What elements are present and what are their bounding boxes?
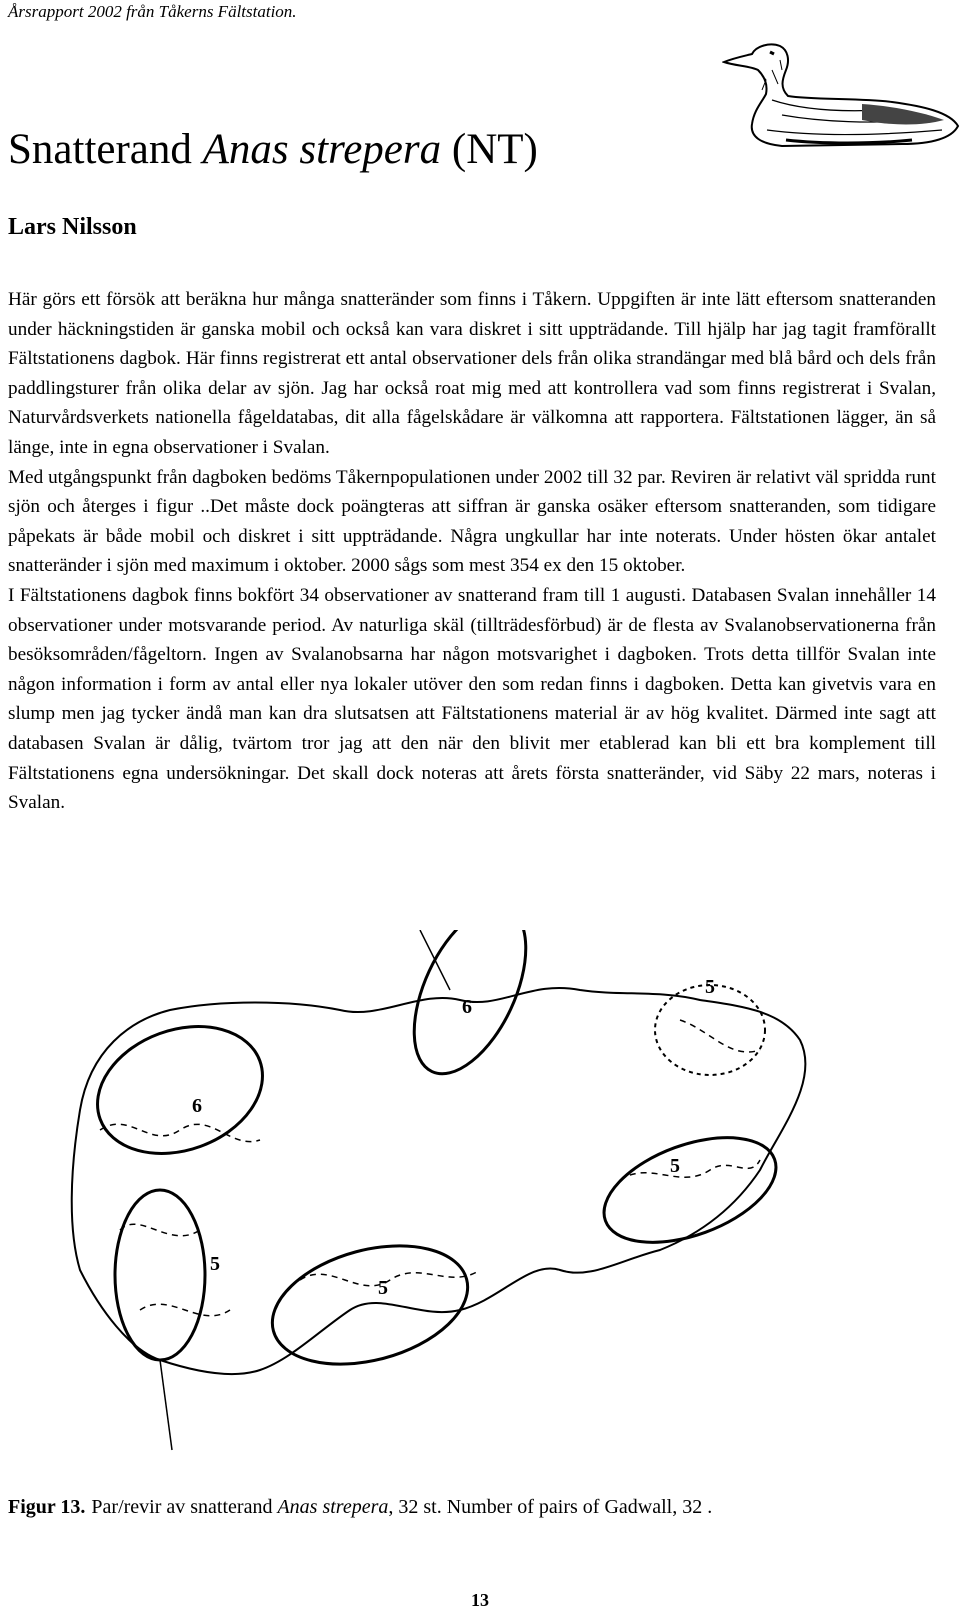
outlet-stream: [160, 1360, 172, 1450]
caption-text-english: , 32 st. Number of pairs of Gadwall, 32 .: [388, 1496, 713, 1518]
territory-ellipse-northwest: [80, 1005, 281, 1176]
figure-caption: [8, 1496, 712, 1519]
territory-ellipse-south: [259, 1226, 481, 1384]
territory-label: 5: [378, 1277, 388, 1299]
territory-label: 5: [705, 976, 715, 998]
reed-line-south: [300, 1270, 480, 1286]
territory-label: 6: [192, 1095, 202, 1117]
reed-line-east: [620, 1020, 760, 1180]
article-body: [8, 285, 936, 818]
gadwall-illustration: [722, 40, 960, 160]
territory-label: 5: [210, 1253, 220, 1275]
lake-outline: [72, 988, 806, 1374]
territory-ellipse-east: [590, 1117, 790, 1263]
territory-ellipse-southwest: [115, 1190, 205, 1360]
title-latin-name: Anas strepera: [202, 126, 442, 173]
territory-ellipse-northeast: [655, 985, 765, 1075]
caption-text: Par/revir av snatterand: [91, 1496, 278, 1518]
article-title: [8, 128, 538, 171]
lake-territory-map: [60, 930, 920, 1470]
figure-label: Figur 13.: [8, 1496, 86, 1518]
paragraph-1: Här görs ett försök att beräkna hur många snatteränder som finns i Tåkern. Uppgiften är inte lätt eftersom snatteranden under häckningstiden är ganska mobil och också kan vara diskret i sitt uppträdande. Till hjälp har jag tagit framförallt Fältstationens dagbok. Här finns registrerat ett antal observationer dels från olika strandängar med blå bård och dels från paddlingsturer från olika delar av sjön. Jag har också roat mig med att kontrollera vad som finns registrerat i Svalan, Naturvårdsverkets nationella fågeldatabas, dit alla fågelskådare är välkomna att rapportera. Fältstationen lägger, än så länge, inte in egna observationer i Svalan.: [8, 289, 936, 458]
paragraph-2: Med utgångspunkt från dagboken bedöms Tåkernpopulationen under 2002 till 32 par. Reviren är relativt väl spridda runt sjön och återges i figur ..Det måste dock poängteras att siffran är ganska osäker eftersom snatteranden, som tidigare påpekats är både mobil och diskret i sitt uppträdande. Några ungkullar har inte noterats. Under hösten ökar antalet snatteränder i sjön med maximum i oktober. 2000 sågs som mest 354 ex den 15 oktober.: [8, 466, 936, 577]
territory-label: 5: [670, 1155, 680, 1177]
running-header: Årsrapport 2002 från Tåkerns Fältstation.: [8, 2, 297, 21]
author-name: Lars Nilsson: [8, 214, 137, 240]
territory-label: 6: [462, 996, 472, 1018]
title-common-name: Snatterand: [8, 126, 203, 173]
title-status: (NT): [441, 126, 538, 173]
page-number: 13: [471, 1590, 489, 1610]
caption-latin-name: Anas strepera: [277, 1496, 389, 1518]
paragraph-3: I Fältstationens dagbok finns bokfört 34 observationer av snatterand fram till 1 augusti. Databasen Svalan innehåller 14 observationer under motsvarande period. Av naturliga skäl (tillträdesförbud) är de flesta av Svalanobservationerna från besöksområden/fågeltorn. Ingen av Svalanobsarna har någon motsvarighet i dagboken. Trots detta tillför Svalan inte någon information i form av antal eller nya lokaler utöver den som redan finns i dagboken. Detta kan givetvis vara en slump men jag tycker ändå man kan dra slutsatsen att Fältstationens material är av hög kvalitet. Därmed inte sagt att databasen Svalan är dålig, tvärtom tror jag att den när den blivit mer etablerad kan bli ett bra komplement till Fältstationens egna undersökningar. Det skall dock noteras att årets första snatteränder, vid Säby 22 mars, noteras i Svalan.: [8, 584, 936, 814]
